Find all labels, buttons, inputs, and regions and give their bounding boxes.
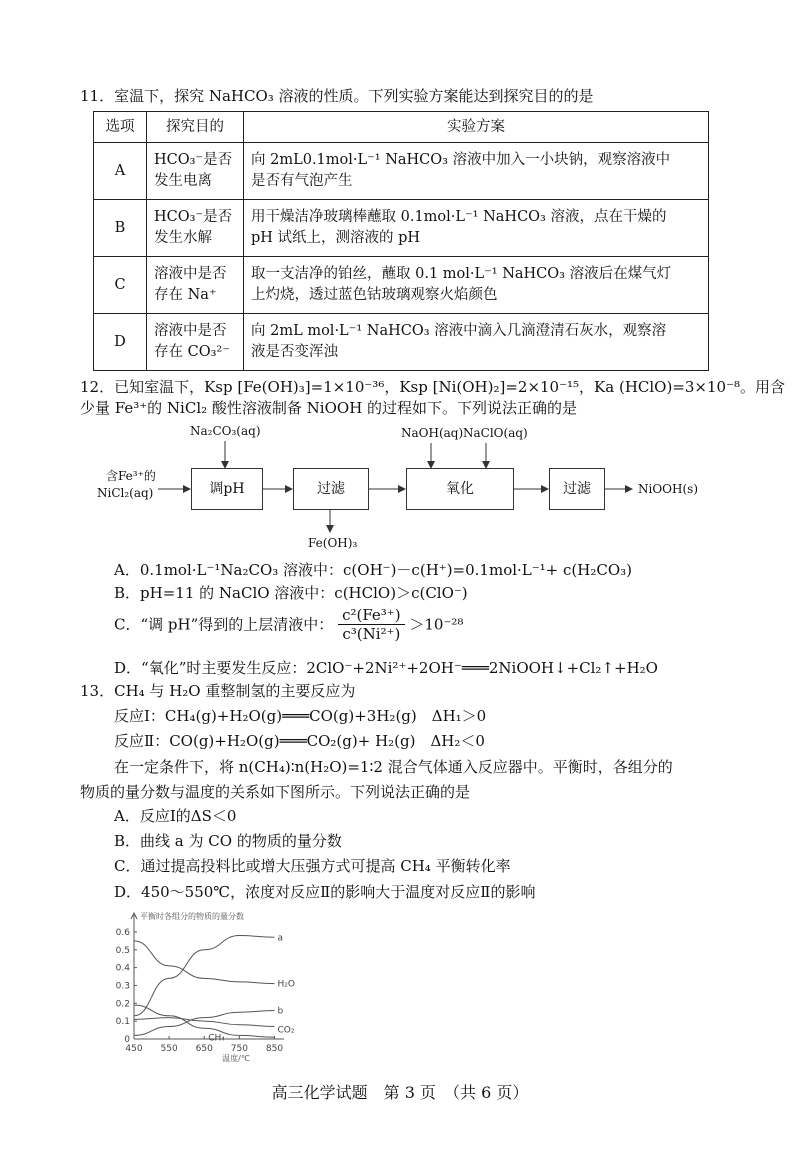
flow-input-line2: NiCl₂(aq) <box>97 486 154 500</box>
fraction-denominator: c³(Ni²⁺) <box>342 625 401 643</box>
series-line-3 <box>134 1010 274 1035</box>
flow-reagent-naclo: NaClO(aq) <box>463 426 528 440</box>
plan-cell: 用干燥洁净玻璃棒蘸取 0.1mol·L⁻¹ NaHCO₃ 溶液，点在干燥的 pH 试纸上，测溶液的 pH <box>244 200 709 257</box>
y-tick-label: 0.1 <box>115 1017 130 1028</box>
y-tick-label: 0 <box>124 1035 130 1045</box>
q12-option-c-prefix: C．“调 pH”得到的上层清液中： <box>114 615 334 634</box>
flow-step-adjust-ph: 调pH <box>191 468 263 510</box>
page-footer: 高三化学试题 第 3 页 （共 6 页） <box>271 1083 529 1102</box>
q12-option-d: D．“氧化”时主要发生反应：2ClO⁻+2Ni²⁺+2OH⁻═══2NiOOH↓+Cl₂↑+H₂O <box>114 659 658 677</box>
equilibrium-chart <box>110 905 300 1065</box>
aim-cell: 溶液中是否 存在 CO₃²⁻ <box>147 314 244 371</box>
y-tick-label: 0.2 <box>115 999 130 1010</box>
chart-title: 平衡时各组分的物质的量分数 <box>140 912 244 921</box>
flow-product: NiOOH(s) <box>638 482 698 496</box>
plan-cell: 向 2mL mol·L⁻¹ NaHCO₃ 溶液中滴入几滴澄清石灰水，观察溶 液是否变浑浊 <box>244 314 709 371</box>
flow-byproduct-fe-oh3: Fe(OH)₃ <box>308 536 358 550</box>
q13-option-a: A．反应Ⅰ的ΔS＜0 <box>114 807 237 825</box>
flow-reagent-naoh: NaOH(aq) <box>401 426 464 440</box>
option-letter: B <box>94 200 147 257</box>
x-tick-label: 650 <box>195 1044 213 1054</box>
flow-step-oxidize: 氧化 <box>406 468 514 510</box>
q12-option-c-fraction <box>338 606 405 643</box>
fraction-numerator: c²(Fe³⁺) <box>338 606 405 625</box>
q13-paragraph-line1: 在一定条件下，将 n(CH₄)∶n(H₂O)=1∶2 混合气体通入反应器中。平衡时，各组分的 <box>114 758 673 776</box>
q12-option-b: B．pH=11 的 NaClO 溶液中：c(HClO)＞c(ClO⁻) <box>114 584 468 602</box>
q13-paragraph-line2: 物质的量分数与温度的关系如下图所示。下列说法正确的是 <box>80 783 471 801</box>
q12-stem-line1: 12．已知室温下，Ksp [Fe(OH)₃]=1×10⁻³⁶，Ksp [Ni(OH)₂]=2×10⁻¹⁵，Ka (HClO)=3×10⁻⁸。用含 <box>80 378 786 396</box>
q13-reaction-2: 反应Ⅱ：CO(g)+H₂O(g)═══CO₂(g)+ H₂(g) ΔH₂＜0 <box>114 732 485 750</box>
series-label-2: H₂O <box>277 979 295 990</box>
flow-step-filter-2: 过滤 <box>549 468 605 510</box>
header-plan: 实验方案 <box>244 112 709 143</box>
series-line-2 <box>134 941 274 984</box>
q13-option-d: D．450～550℃，浓度对反应Ⅱ的影响大于温度对反应Ⅱ的影响 <box>114 883 536 901</box>
q12-option-a: A．0.1mol·L⁻¹Na₂CO₃ 溶液中：c(OH⁻)－c(H⁺)=0.1mol·L⁻¹+ c(H₂CO₃) <box>114 561 632 579</box>
series-label-4: CO₂ <box>277 1025 295 1036</box>
plan-cell: 取一支洁净的铂丝，蘸取 0.1 mol·L⁻¹ NaHCO₃ 溶液后在煤气灯 上灼烧，透过蓝色钴玻璃观察火焰颜色 <box>244 257 709 314</box>
y-tick-label: 0.3 <box>115 981 130 992</box>
q13-stem: 13．CH₄ 与 H₂O 重整制氢的主要反应为 <box>80 682 356 700</box>
q11-stem: 11．室温下，探究 NaHCO₃ 溶液的性质。下列实验方案能达到探究目的的是 <box>80 87 594 105</box>
plan-cell: 向 2mL0.1mol·L⁻¹ NaHCO₃ 溶液中加入一小块钠，观察溶液中 是否有气泡产生 <box>244 143 709 200</box>
q12-option-c-suffix: ＞10⁻²⁸ <box>409 615 464 634</box>
series-line-1 <box>134 935 274 1015</box>
x-tick-label: 750 <box>230 1044 248 1054</box>
x-tick-label: 550 <box>160 1044 178 1054</box>
q13-reaction-1: 反应Ⅰ：CH₄(g)+H₂O(g)═══CO(g)+3H₂(g) ΔH₁＞0 <box>114 707 487 725</box>
flow-reagent-na2co3: Na₂CO₃(aq) <box>190 424 261 438</box>
series-line-4 <box>134 1018 274 1027</box>
q12-stem-line2: 少量 Fe³⁺的 NiCl₂ 酸性溶液制备 NiOOH 的过程如下。下列说法正确的是 <box>80 399 578 417</box>
aim-cell: 溶液中是否 存在 Na⁺ <box>147 257 244 314</box>
flow-step-filter-1: 过滤 <box>293 468 369 510</box>
series-label-3: b <box>277 1006 284 1017</box>
x-axis-label: 温度/℃ <box>222 1054 250 1063</box>
option-letter: C <box>94 257 147 314</box>
header-aim: 探究目的 <box>147 112 244 143</box>
aim-cell: HCO₃⁻是否 发生水解 <box>147 200 244 257</box>
q13-option-b: B．曲线 a 为 CO 的物质的量分数 <box>114 832 342 850</box>
option-letter: D <box>94 314 147 371</box>
x-tick-label: 450 <box>125 1044 143 1054</box>
aim-cell: HCO₃⁻是否 发生电离 <box>147 143 244 200</box>
y-tick-label: 0.6 <box>115 927 130 938</box>
header-option: 选项 <box>94 112 147 143</box>
series-label-1: a <box>277 933 284 944</box>
series-label-5: CH₄ <box>208 1033 225 1044</box>
y-tick-label: 0.4 <box>115 963 130 974</box>
flow-input-line1: 含Fe³⁺的 <box>106 469 156 483</box>
option-letter: A <box>94 143 147 200</box>
q13-option-c: C．通过提高投料比或增大压强方式可提高 CH₄ 平衡转化率 <box>114 857 511 875</box>
y-tick-label: 0.5 <box>115 945 130 956</box>
x-tick-label: 850 <box>265 1044 284 1054</box>
q12-option-c <box>114 606 463 643</box>
